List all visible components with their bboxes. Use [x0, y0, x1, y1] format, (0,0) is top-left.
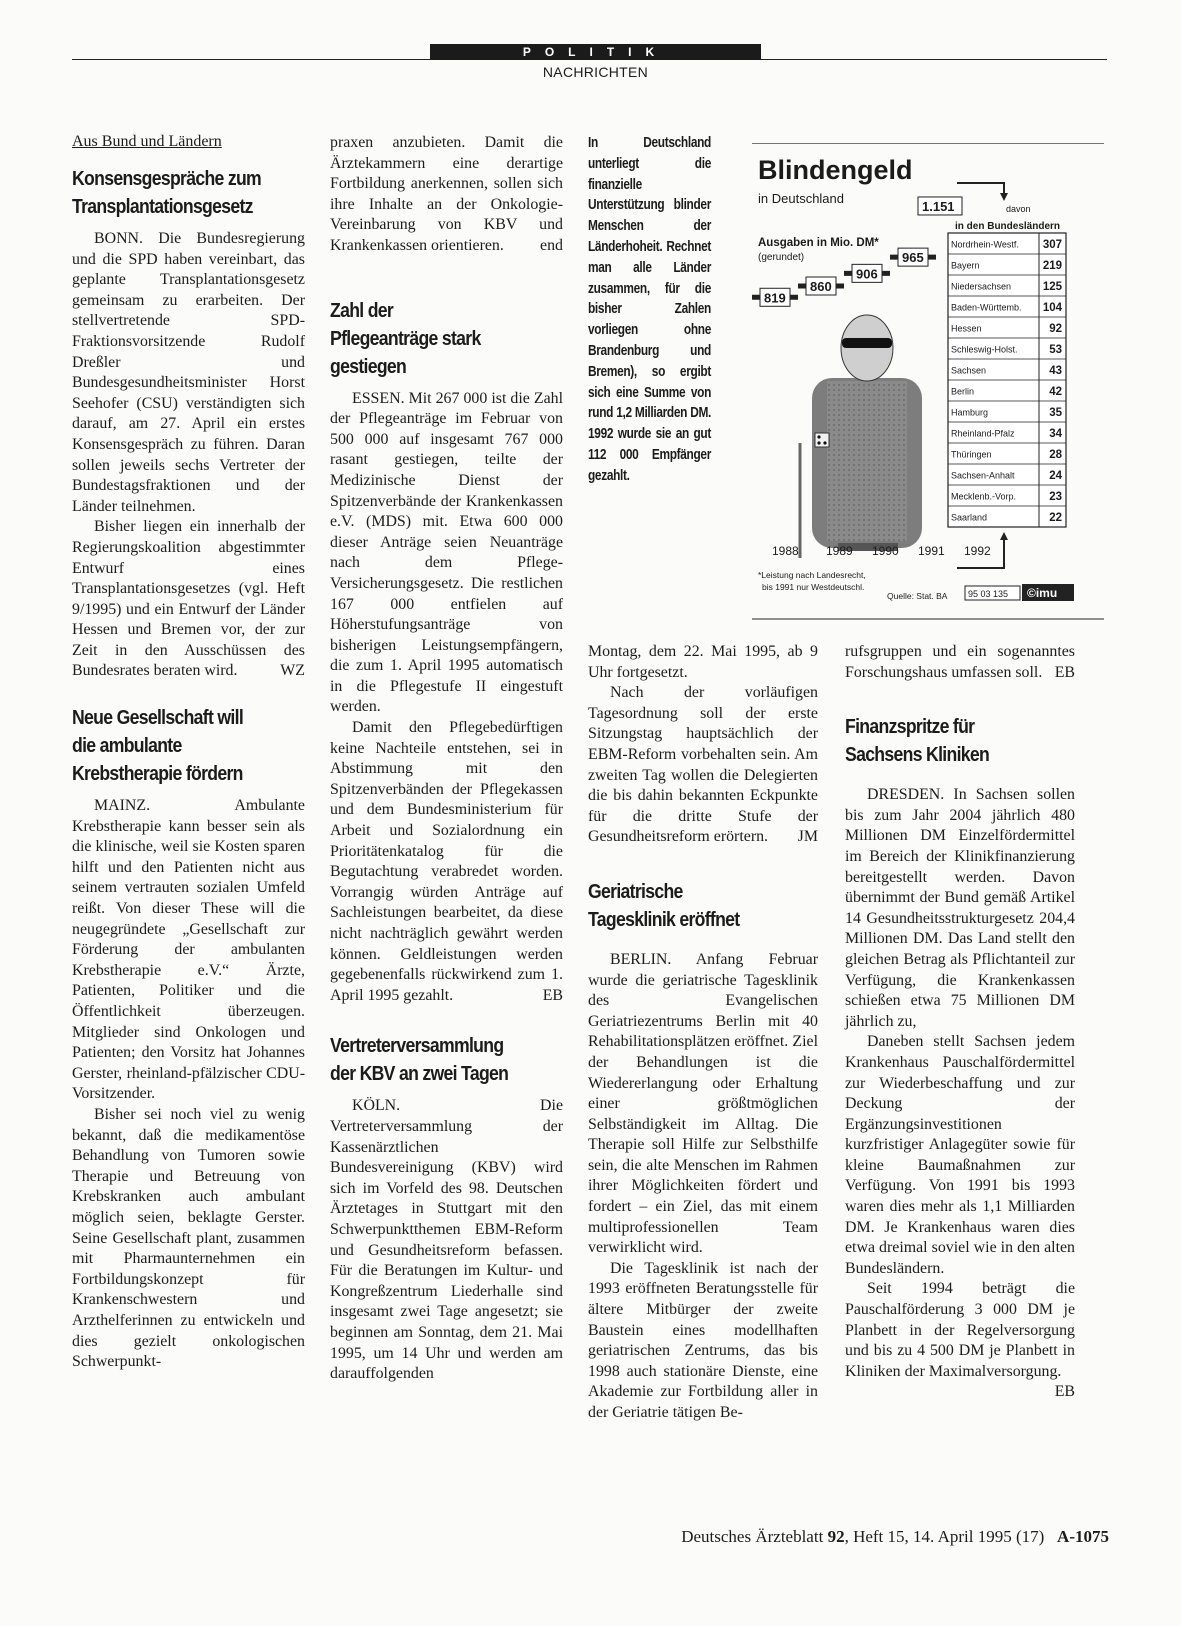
value-label: 965	[902, 250, 924, 266]
article-body: KÖLN. Die Vertreterversammlung der Kassenärztlichen Bundesvereinigung (KBV) wird sich im Vorfeld des 98. Deutschen Ärztetages in Stuttgart mit den Schwerpunktthemen EBM-Reform und Gesundheitsreform befassen. Für die Beratungen im Kultur- und Kongreßzentrum Liederhalle sind insgesamt zwei Tage angesetzt; sie beginnen am Sonntag, dem 21. Mai 1995, um 14 Uhr und werden am darauffolgenden	[330, 1097, 563, 1383]
x-tick-label: 1991	[918, 544, 945, 558]
value-label: 906	[856, 266, 878, 282]
x-tick-label: 1992	[964, 544, 991, 558]
table-value: 92	[1049, 323, 1062, 335]
table-value: 219	[1042, 260, 1062, 272]
table-value: 125	[1042, 281, 1062, 293]
x-tick-label: 1990	[872, 544, 899, 558]
column-2	[330, 133, 563, 1385]
article-body: BERLIN. Anfang Februar wurde die geriatrische Tagesklinik des Evangelischen Geriatriezentrums Berlin mit 40 Rehabilitationsplätzen eröffnet. Ziel der Behandlungen ist die Wiedererlangung oder Erhaltung einer größtmöglichen Selbständigkeit im Alltag. Die Therapie soll Hilfe zur Selbsthilfe sein, die alte Menschen im Rahmen ihrer Möglichkeiten fördert und fordert – ein Ziel, das mit einem multiprofessionellen Team verwirklicht wird. Die Tagesklinik ist nach der 1993 eröffneten Beratungsstelle für ältere Mitbürger der zweite Baustein eines modellhaften geriatrischen Zentrums, das bis 1998 auch stationäre Dienste, eine Akademie zur Fortbildung aller in der Geriatrie tätigen Be-	[588, 950, 818, 1421]
volume: 92	[827, 1527, 845, 1546]
table-value: 34	[1049, 428, 1062, 440]
table-land: Mecklenb.-Vorp.	[951, 491, 1017, 502]
page-number: A-1075	[1057, 1527, 1109, 1546]
chart-footnote: bis 1991 nur Westdeutschl.	[762, 582, 865, 592]
breakdown-label: in den Bundesländern	[955, 221, 1061, 232]
article-body: rufsgruppen und ein sogenanntes Forschungshaus umfassen soll. EB	[845, 642, 1075, 683]
table-value: 24	[1049, 470, 1062, 482]
table-land: Rheinland-Pfalz	[951, 428, 1015, 439]
chart-subtitle: in Deutschland	[758, 191, 844, 206]
author-initials: EB	[1054, 663, 1075, 681]
article-headline: Neue Gesellschaft will die ambulante Krebstherapie fördern	[72, 706, 244, 786]
section-label: POLITIK	[430, 44, 761, 60]
chart-code: 95 03 135	[968, 589, 1009, 599]
table-value: 28	[1049, 449, 1062, 461]
breakdown-table	[948, 233, 1066, 527]
arrow-head	[1000, 193, 1008, 201]
author-initials: EB	[542, 986, 563, 1004]
table-value: 22	[1049, 512, 1062, 524]
table-land: Saarland	[951, 512, 988, 523]
table-value: 35	[1049, 407, 1062, 419]
table-land: Sachsen-Anhalt	[951, 470, 1015, 481]
table-land: Sachsen	[951, 365, 987, 376]
article-body: praxen anzubieten. Damit die Ärztekammern eine derartige Fortbildung anerkennen, sollen sich ihre Inhalte an der Onkologie-Vereinbarung von KBV und Krankenkassen orientieren. end	[330, 133, 563, 257]
chart-footnote: *Leistung nach Landesrecht,	[758, 570, 866, 580]
table-value: 43	[1049, 365, 1062, 377]
table-land: Schleswig-Holst.	[951, 344, 1018, 355]
table-value: 53	[1049, 344, 1062, 356]
blindengeld-chart	[752, 143, 1104, 620]
table-value: 42	[1049, 386, 1062, 398]
article-headline: Zahl der Pflegeanträge stark gestiegen	[330, 298, 481, 378]
value-label: 860	[810, 279, 832, 294]
column-3	[588, 642, 818, 1424]
table-land: Hessen	[951, 323, 982, 334]
subsection-label: NACHRICHTEN	[542, 64, 649, 80]
chart-svg	[752, 143, 1104, 620]
author-initials: EB	[1054, 1383, 1075, 1401]
bracket-line	[957, 183, 1004, 195]
column-1	[72, 133, 305, 1373]
article-body: MAINZ. Ambulante Krebstherapie kann besser sein als die klinische, weil sie Kosten sparen hilft und den Patienten nicht aus seinem vertrauten sozialen Umfeld reißt. Von dieser These will die neugegründete „Gesellschaft zur Förderung der ambulanten Krebstherapie e.V.“ Ärzte, Patienten, Politiker und die Öffentlichkeit überzeugen. Mitglieder sind Onkologen und Patienten; den Vorsitz hat Johannes Gerster, rheinland-pfälzischer CDU-Vorsitzender. Bisher sei noch viel zu wenig bekannt, daß die medikamentöse Behandlung von Tumoren sowie Therapie und Betreuung von Krebskranken auch ambulant möglich seien, beklagte Gerster. Seine Gesellschaft plant, zusammen mit Pharmaunternehmen ein Fortbildungskonzept für Krankenschwestern und Arzthelferinnen zu entwickeln und dies gezielt onkologischen Schwerpunkt-	[72, 797, 305, 1371]
chart-title: Blindengeld	[758, 155, 913, 185]
author-initials: WZ	[280, 662, 305, 680]
value-label: 819	[764, 290, 786, 306]
table-land: Bayern	[951, 260, 980, 271]
chart-caption-text: In Deutschland unterliegt die finanzielle Unterstützung blinder Menschen der Länderhoheit. Rechnet man alle Länder zusammen, für die bisher Zahlen vorliegen ohne Brandenburg und Bremen), so ergibt sich eine Summe von rund 1,2 Milliarden DM. 1992 wurde sie an gut 112 000 Empfänger gezahlt.	[588, 135, 711, 484]
value-label: 1.151	[922, 198, 955, 214]
blind-person-illustration	[800, 315, 922, 558]
chart-ylabel: Ausgaben in Mio. DM*	[758, 237, 879, 249]
x-tick-label: 1988	[772, 544, 799, 558]
rubric: Aus Bund und Ländern	[72, 133, 222, 150]
article-body: DRESDEN. In Sachsen sollen bis zum Jahr 2004 jährlich 480 Millionen DM Einzelfördermittel im Bereich der Klinikfinanzierung bereitgestellt werden. Davon übernimmt der Bund gemäß Artikel 14 Gesundheitsstrukturgesetz 204,4 Millionen DM. Das Land stellt den gleichen Betrag als Pflichtanteil zur Verfügung, die Krankenkassen schießen etwa 75 Millionen DM jährlich zu, Daneben stellt Sachsen jedem Krankenhaus Pauschalfördermittel zur Wiederbeschaffung und zur Deckung der Ergänzungsinvestitionen kurzfristiger Anlagegüter sowie für kleine Baumaßnahmen zur Verfügung. Von 1991 bis 1993 waren dies mehr als 1,1 Milliarden DM. Je Krankenhaus waren dies etwa dreimal soviel wie in den alten Bundesländern. Seit 1994 beträgt die Pauschalförderung 3 000 DM je Planbett in der Regelversorgung und bis zu 4 500 DM je Planbett in Kliniken der Maximalversorgung. EB	[845, 785, 1075, 1382]
table-land: Berlin	[951, 386, 975, 397]
article-body: Montag, dem 22. Mai 1995, ab 9 Uhr fortgesetzt. Nach der vorläufigen Tagesordnung soll der erste Sitzungstag hauptsächlich der EBM-Reform vorbehalten sein. Am zweiten Tag wollen die Delegierten die bis dahin bekannten Eckpunkte für die dritte Stufe der Gesundheitsreform erörtern. JM	[588, 642, 818, 848]
author-initials: end	[540, 236, 563, 254]
table-value: 23	[1049, 491, 1062, 503]
x-tick-label: 1989	[826, 544, 853, 558]
table-land: Hamburg	[951, 407, 989, 418]
chart-caption	[588, 133, 718, 487]
table-value: 104	[1042, 302, 1062, 314]
article-headline: Finanzspritze für Sachsens Kliniken	[845, 715, 990, 767]
table-land: Niedersachsen	[951, 281, 1012, 292]
breakdown-label: davon	[1006, 204, 1031, 214]
table-land: Nordrhein-Westf.	[951, 239, 1019, 250]
table-land: Baden-Württemb.	[951, 302, 1022, 313]
article-headline: Vertreterversammlung der KBV an zwei Tagen	[330, 1034, 509, 1086]
article-headline: Geriatrische Tagesklinik eröffnet	[588, 879, 740, 931]
chart-ylabel-note: (gerundet)	[758, 252, 805, 263]
article-headline: Konsensgespräche zum Transplantationsgesetz	[72, 167, 262, 218]
page-footer	[681, 1527, 1109, 1547]
issue-info: , Heft 15, 14. April 1995 (17)	[844, 1527, 1045, 1546]
chart-source: Quelle: Stat. BA	[887, 591, 948, 601]
arrow-head	[1000, 532, 1008, 540]
article-body: ESSEN. Mit 267 000 ist die Zahl der Pflegeanträge im Februar von 500 000 auf insgesamt 767 000 rasant gestiegen, teilte der Medizinische Dienst der Spitzenverbände der Krankenkassen e.V. (MDS) mit. Etwa 600 000 dieser Anträge seien Neuanträge nach dem Pflege-Versicherungsgesetz. Die restlichen 167 000 entfielen auf Höherstufungsanträge von bisherigen Leistungsempfängern, die zum 1. April 1995 automatisch in die Pflegestufe II eingestuft werden. Damit den Pflegebedürftigen keine Nachteile entstehen, sei in Abstimmung mit den Spitzenverbänden der Pflegekassen und dem Bundesministerium für Arbeit und Sozialordnung ein Prioritätenkatalog für die Begutachtung verabredet worden. Vorrangig würden Anträge auf Sachleistungen bearbeitet, da diese nicht nachträglich gewährt werden können. Geldleistungen werden gegebenenfalls rückwirkend zum 1. April 1995 gezahlt. EB	[330, 389, 563, 1007]
column-4	[845, 642, 1075, 1403]
agency-logo: ©imu	[1027, 586, 1058, 600]
article-body: BONN. Die Bundesregierung und die SPD haben vereinbart, das geplante Transplantationsgesetz gemeinsam zu erarbeiten. Der stellvertretende SPD-Fraktionsvorsitzende Rudolf Dreßler und Bundesgesundheitsminister Horst Seehofer (CSU) verständigten sich darauf, am 27. April ein erstes Konsensgespräch zu führen. Daran sollen jeweils sechs Vertreter der Bundestagsfraktionen und der Länder teilnehmen. Bisher liegen ein innerhalb der Regierungskoalition abgestimmter Entwurf eines Transplantationsgesetzes (vgl. Heft 9/1995) und ein Entwurf der Länder Hessen und Bremen vor, der zur Zeit in den Ausschüssen des Bundesrates beraten wird. WZ	[72, 229, 305, 682]
author-initials: JM	[797, 828, 818, 846]
journal-name: Deutsches Ärzteblatt	[681, 1527, 824, 1546]
x-tick-labels	[772, 544, 991, 558]
table-land: Thüringen	[951, 449, 992, 460]
table-value: 307	[1042, 239, 1062, 251]
